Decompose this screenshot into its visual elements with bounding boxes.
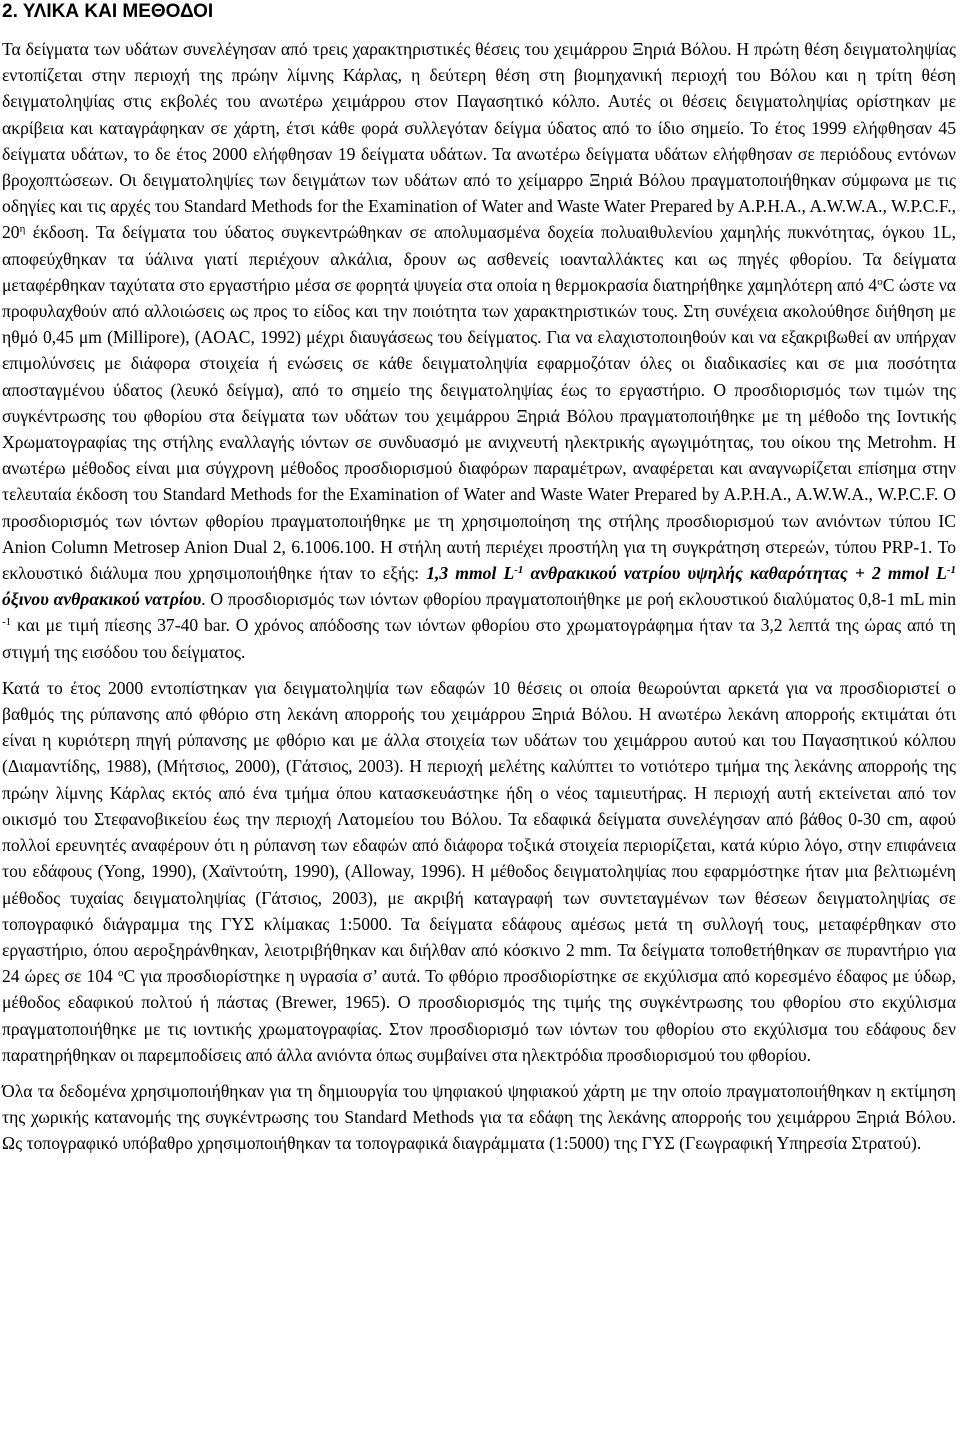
- superscript: -1: [946, 564, 957, 577]
- text-run: ανθρακικού νατρίου υψηλής καθαρότητας + 2 mmol L: [523, 563, 947, 584]
- superscript: η: [19, 223, 26, 236]
- text-run: . Ο προσδιορισμός των ιόντων φθορίου πραγματοποιήθηκε με ροή εκλουστικού διαλύματος 0,8-1 mL min: [201, 589, 956, 610]
- text-run: Κατά το έτος 2000 εντοπίστηκαν για δειγματοληψία των εδαφών 10 θέσεις οι οποία θεωρούνται αρκετά για να προσδιοριστεί ο βαθμός της ρύπανσης από φθόριο στη λεκάνη απορροής του χειμάρρου Ξηριά Βόλου. Η ανωτέρω λεκάνη απορροής εκτιμάται ότι είναι η κυριότερη πηγή ρύπανσης με φθόριο και με άλλα στοιχεία των υδάτων του χειμάρρου αυτού και του Παγασητικού κόλπου (Διαμαντίδης, 1988), (Μήτσιος, 2000), (Γάτσιος, 2003). Η περιοχή μελέτης καλύπτει το νοτιότερο τμήμα της λεκάνης απορροής της πρώην λίμνης Κάρλας εκτός από ένα τμήμα όπου κατασκευάστηκε ήδη ο νέος ταμιευτήρας. Η περιοχή αυτή εκτείνεται από τον οικισμό του Στεφανοβικείου έως την περιοχή Λατομείου του Βόλου. Τα εδαφικά δείγματα συνελέγησαν από βάθος 0-30 cm, αφού πολλοί ερευνητές αναφέρουν ότι η ρύπανση των εδαφών από διάφορα τοξικά στοιχεία περιορίζεται, κατά κύριο λόγο, στην επιφάνεια του εδάφους (Yong, 1990), (Χαϊντούτη, 1990), (Alloway, 1996). Η μέθοδος δειγματοληψίας που εφαρμόστηκε ήταν μια βελτιωμένη μέθοδος τυχαίας δειγματοληψίας (Γάτσιος, 2003), με ακριβή καταγραφή των συντεταγμένων των θέσεων δειγματοληψίας σε τοπογραφικό διάγραμμα της ΓΥΣ κλίμακας 1:5000. Τα δείγματα εδάφους αμέσως μετά τη συλλογή τους, μεταφέρθηκαν στο εργαστήριο, όπου αεροξηράνθηκαν, λειοτριβήθηκαν και διήλθαν από κόσκινο 2 mm. Τα δείγματα τοποθετήθηκαν σε πυραντήριο για 24 ώρες σε 104: [2, 677, 956, 987]
- superscript: -1: [514, 564, 524, 577]
- superscript: ο: [117, 967, 124, 980]
- paragraph-water-sampling: [2, 36, 956, 665]
- text-run: και με τιμή πίεσης 37-40 bar. Ο χρόνος απόδοσης των ιόντων φθορίου στο χρωματογράφημα ήταν τα 3,2 λεπτά της ώρας από τη στιγμή της εισόδου του δείγματος.: [2, 615, 956, 662]
- section-heading: 2. ΥΛΙΚΑ ΚΑΙ ΜΕΘΟΔΟΙ: [2, 1, 214, 22]
- superscript: ο: [877, 275, 883, 288]
- superscript: -1: [2, 616, 12, 629]
- text-run: C για προσδιορίστηκε η υγρασία σ’ αυτά. Το φθόριο προσδιορίστηκε σε εκχύλισμα από κορεσμένο έδαφος με ύδωρ, μέθοδος εδαφικού πολτού ή πάστας (Brewer, 1965). Ο προσδιορισμός της τιμής της συγκέντρωσης του φθορίου στο εκχύλισμα πραγματοποιήθηκε με τις ιοντικής χρωματογραφίας. Στον προσδιορισμό των ιόντων του φθορίου στο εκχύλισμα του εδάφους δεν παρατηρήθηκαν οι παρεμποδίσεις από άλλα ανιόντα όπως συμβαίνει στα ηλεκτρόδια προσδιορισμού του φθορίου.: [2, 966, 956, 1065]
- text-run: έκδοση. Τα δείγματα του ύδατος συγκεντρώθηκαν σε απολυμασμένα δοχεία πολυαιθυλενίου χαμηλής πυκνότητας, όγκου 1L, αποφεύχθηκαν τα ύάλινα γιατί περιέχουν αλκάλια, δρουν ως ασθενείς ιοανταλλάκτες και ως πηγές φθορίου. Τα δείγματα μεταφέρθηκαν ταχύτατα στο εργαστήριο μέσα σε φορητά ψυγεία στα οποία η θερμοκρασία διατηρήθηκε χαμηλότερη από 4: [2, 222, 956, 295]
- text-run: 1,3 mmol L: [426, 563, 515, 584]
- paragraph-soil-sampling: [2, 675, 956, 1068]
- paragraph-digital-map: [2, 1078, 956, 1157]
- text-run: Τα δείγματα των υδάτων συνελέγησαν από τρεις χαρακτηριστικές θέσεις του χειμάρρου Ξηριά Βόλου. Η πρώτη θέση δειγματοληψίας εντοπίζεται στην περιοχή της πρώην λίμνης Κάρλας, η δεύτερη θέση στη βιομηχανική περιοχή του Βόλου και η τρίτη θέση δειγματοληψίας στις εκβολές του ανωτέρω χειμάρρου στον Παγασητικό κόλπο. Αυτές οι θέσεις δειγματοληψίας ορίστηκαν με ακρίβεια και καταγράφηκαν σε χάρτη, έτσι κάθε φορά συλλεγόταν δείγμα ύδατος από το ίδιο σημείο. Το έτος 1999 ελήφθησαν 45 δείγματα υδάτων, το δε έτος 2000 ελήφθησαν 19 δείγματα υδάτων. Τα ανωτέρω δείγματα υδάτων ελήφθησαν σε περιόδους εντόνων βροχοπτώσεων. Οι δειγματοληψίες των δειγμάτων των υδάτων από το χείμαρρο Ξηριά Βόλου πραγματοποιήθηκαν σύμφωνα με τις οδηγίες και τις αρχές του Standard Methods for the Examination of Water and Waste Water Prepared by A.P.H.A., A.W.W.A., W.P.C.F., 20: [2, 39, 956, 243]
- text-run: όξινου ανθρακικού νατρίου: [2, 589, 202, 610]
- text-run: C ώστε να προφυλαχθούν από αλλοιώσεις ως προς το είδος και την ποιότητα των χαρακτηριστικών τους. Στη συνέχεια ακολούθησε διήθηση με ηθμό 0,45 μm (Millipore), (AOAC, 1992) μέχρι διαυγάσεως του δείγματος. Για να ελαχιστοποιηθούν και να εξακριβωθεί αν υπήρχαν επιμολύνσεις με διάφορα στοιχεία ή ενώσεις σε κάθε δειγματοληψία εφαρμοζόταν όλες οι διαδικασίες και σε μια ποσότητα αποσταγμένου ύδατος (λευκό δείγμα), από το σημείο της δειγματοληψίας έως το εργαστήριο. Ο προσδιορισμός των τιμών της συγκέντρωσης του φθορίου στα δείγματα των υδάτων του χειμάρρου Ξηριά Βόλου πραγματοποιήθηκε με τη μέθοδο της Ιοντικής Χρωματογραφίας της στήλης εναλλαγής ιόντων σε συνδυασμό με ανιχνευτή ηλεκτρικής αγωγιμότητας, του οίκου της Metrohm. Η ανωτέρω μέθοδος είναι μια σύγχρονη μέθοδος προσδιορισμού διαφόρων παραμέτρων, αναφέρεται και αναγνωρίζεται επίσημα στην τελευταία έκδοση του Standard Methods for the Examination of Water and Waste Water Prepared by A.P.H.A., A.W.W.A., W.P.C.F. Ο προσδιορισμός των ιόντων φθορίου πραγματοποιήθηκε με τη χρησιμοποίηση της στήλης προσδιορισμού των ανιόντων τύπου IC Anion Column Metrosep Anion Dual 2, 6.1006.100. Η στήλη αυτή περιέχει προστήλη για τη συγκράτηση στερεών, τύπου PRP-1. Το εκλουστικό διάλυμα που χρησιμοποιήθηκε ήταν το εξής:: [2, 274, 956, 584]
- text-run: Όλα τα δεδομένα χρησιμοποιήθηκαν για τη δημιουργία του ψηφιακού ψηφιακού χάρτη με την οποίο πραγματοποιήθηκαν η εκτίμηση της χωρικής κατανομής της συγκέντρωσης του Standard Methods για τα εδάφη της λεκάνης απορροής του χειμάρρου Ξηριά Βόλου. Ως τοπογραφικό υπόβαθρο χρησιμοποιήθηκαν τα τοπογραφικά διαγράμματα (1:5000) της ΓΥΣ (Γεωγραφική Υπηρεσία Στρατού).: [2, 1080, 956, 1154]
